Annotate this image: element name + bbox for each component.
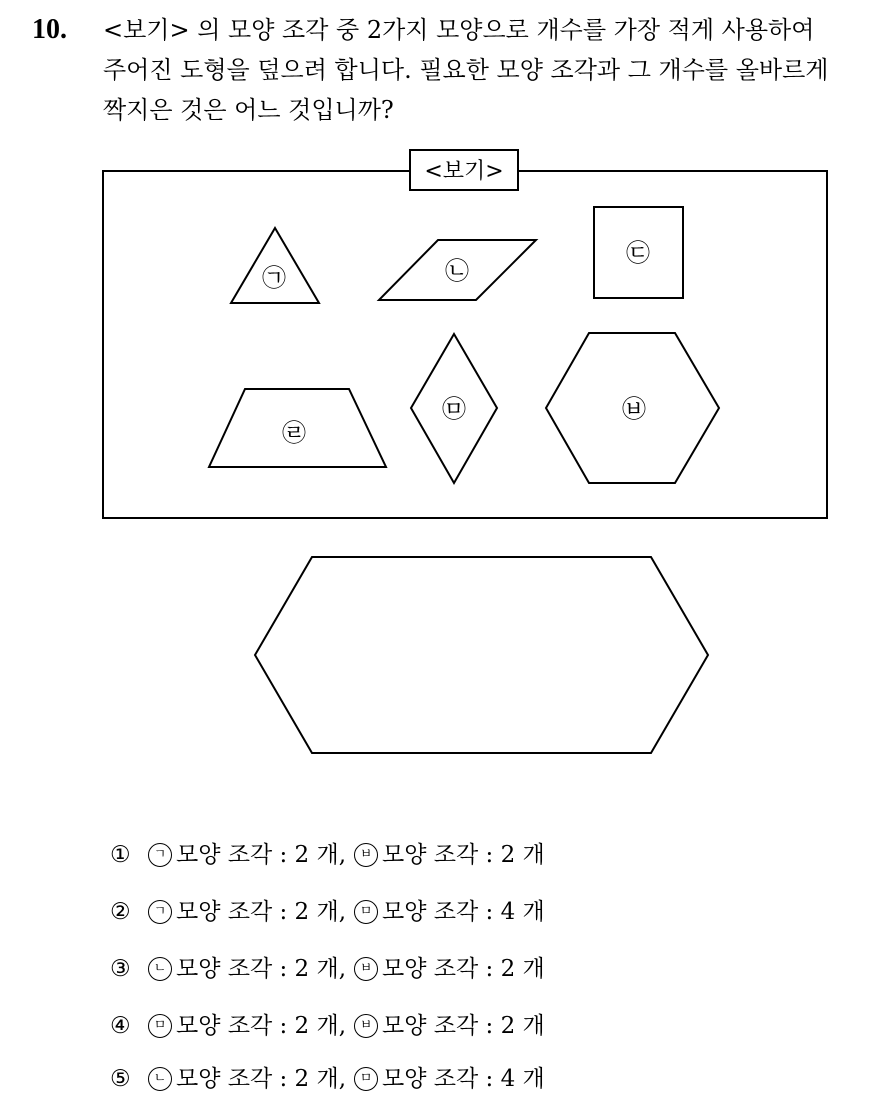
piece-tag: ㅁ [354,1067,378,1091]
target-shape [255,557,708,753]
question-line-3: 짝지은 것은 어느 것입니까? [103,96,394,124]
choice-number: ③ [110,956,131,982]
question-number: 10. [32,14,67,45]
choice-text: 모양 조각 : 2 개, [176,1013,347,1039]
choice-4[interactable] [110,1009,545,1043]
choice-3[interactable] [110,952,545,986]
piece-label-5: ㉤ [442,395,466,423]
choice-text: 모양 조각 : 4 개 [382,1066,545,1092]
piece-tag: ㄴ [148,1067,172,1091]
choice-1[interactable] [110,838,545,872]
piece-label-6: ㉥ [622,395,646,423]
piece-tag: ㄱ [148,843,172,867]
piece-tag: ㅁ [148,1014,172,1038]
choice-number: ④ [110,1013,131,1039]
question-line-2: 주어진 도형을 덮으려 합니다. 필요한 모양 조각과 그 개수를 올바르게 [103,56,829,84]
choice-text: 모양 조각 : 2 개 [382,842,545,868]
piece-label-1: ㉠ [262,264,286,292]
piece-tag: ㅂ [354,843,378,867]
piece-label-2: ㉡ [445,257,469,285]
choice-text: 모양 조각 : 2 개 [382,956,545,982]
choice-text: 모양 조각 : 2 개 [382,1013,545,1039]
piece-tag: ㄴ [148,957,172,981]
bogi-box [103,171,827,518]
choice-text: 모양 조각 : 2 개, [176,842,347,868]
piece-tag: ㅁ [354,900,378,924]
bogi-title: <보기> [424,159,504,184]
choice-text: 모양 조각 : 2 개, [176,956,347,982]
piece-tag: ㅂ [354,957,378,981]
choice-number: ⑤ [110,1066,131,1092]
piece-tag: ㄱ [148,900,172,924]
piece-tag: ㅂ [354,1014,378,1038]
choice-number: ① [110,842,131,868]
choice-text: 모양 조각 : 4 개 [382,899,545,925]
question-line-1: <보기> 의 모양 조각 중 2가지 모양으로 개수를 가장 적게 사용하여 [103,16,815,44]
choice-2[interactable] [110,895,545,929]
piece-label-3: ㉢ [626,239,650,267]
choice-number: ② [110,899,131,925]
choice-5[interactable] [110,1062,545,1096]
choice-text: 모양 조각 : 2 개, [176,1066,347,1092]
choice-text: 모양 조각 : 2 개, [176,899,347,925]
piece-label-4: ㉣ [282,419,306,447]
